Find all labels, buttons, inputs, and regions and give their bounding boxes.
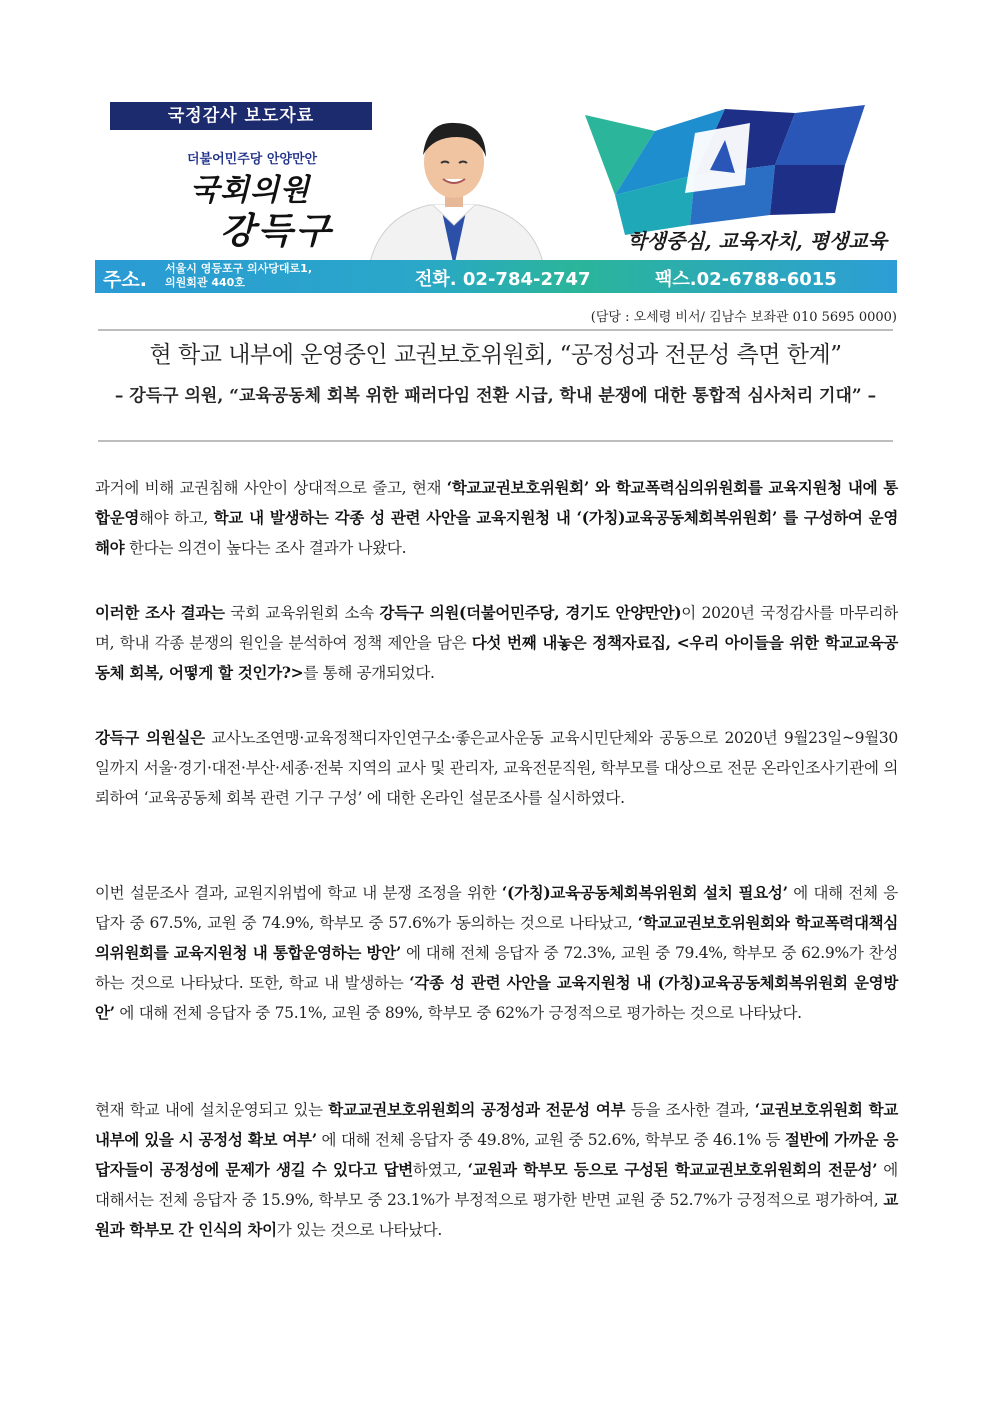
bold-text: 강득구 의원실은 xyxy=(95,728,205,747)
address-label: 주소. xyxy=(103,269,147,291)
text-run: 이 2020년 국정감사를 마무리하며, 학내 각종 분쟁의 원인을 분석하여 정책 제안을 담은 xyxy=(95,604,898,652)
contact-bar xyxy=(95,260,897,293)
portrait-photo xyxy=(349,107,559,267)
bold-text: 강득구 의원(더불어민주당, 경기도 안양만안) xyxy=(379,603,682,622)
text-run: 국회 교육위원회 소속 xyxy=(224,604,380,622)
subheadline: – 강득구 의원, “교육공동체 회복 위한 패러다임 전환 시급, 학내 분쟁에 대한 통합적 심사처리 기대” – xyxy=(114,386,877,406)
party-affiliation: 더불어민주당 안양만안 xyxy=(187,152,318,167)
press-release-badge: 국정감사 보도자료 xyxy=(110,102,372,130)
address-line-1: 서울시 영등포구 의사당대로1, xyxy=(165,262,313,275)
text-run: 이번 설문조사 결과, 교원지위법에 학교 내 분쟁 조정을 위한 xyxy=(95,884,502,902)
assembly-member-title: 국회의원 xyxy=(190,173,310,208)
slogan: 학생중심, 교육자치, 평생교육 xyxy=(627,229,887,253)
address-line-2: 의원회관 440호 xyxy=(165,276,245,289)
bold-text: 학교교권보호위원회의 공정성과 전문성 여부 xyxy=(328,1100,626,1119)
text-run: 해야 하고, xyxy=(139,509,214,527)
text-run: 현재 학교 내에 설치운영되고 있는 xyxy=(95,1101,329,1119)
bold-text: 이러한 조사 결과는 xyxy=(95,603,225,622)
paragraph-3 xyxy=(95,723,898,813)
address xyxy=(165,262,312,290)
paragraph-2 xyxy=(95,598,898,688)
fax xyxy=(655,265,837,291)
phone-number: 02-784-2747 xyxy=(462,269,591,290)
text-run: 에 대해 전체 응답자 중 75.1%, 교원 중 89%, 학부모 중 62%가 긍정적으로 평가하는 것으로 나타났다. xyxy=(114,1004,802,1022)
bold-text: 교원과 학부모 간 인식의 차이 xyxy=(95,1190,898,1239)
headline: 현 학교 내부에 운영중인 교권보호위원회, “공정성과 전문성 측면 한계” xyxy=(149,342,842,368)
text-run: 과거에 비해 교권침해 사안이 상대적으로 줄고, 현재 xyxy=(95,479,447,497)
text-run: 교사노조연맹·교육정책디자인연구소·좋은교사운동 교육시민단체와 공동으로 2020년 9월23일~9월30일까지 서울·경기·대전·부산·세종·전북 지역의 교사 및 관리자, 교육전문직원, 학부모를 대상으로 전문 온라인조사기관에 의뢰하여 ‘교육공동체 회복 관련 기구 구성’ 에 대한 온라인 설문조사를 실시하였다. xyxy=(95,729,898,807)
bold-text: ‘학교교권보호위원회’ 와 학교폭력심의위원회를 교육지원청 내에 통합운영 xyxy=(95,478,898,527)
bold-text: 절반에 가까운 응답자들이 공정성에 문제가 생길 수 있다고 답변 xyxy=(95,1130,899,1179)
bold-text: ‘교원과 학부모 등으로 구성된 학교교권보호위원회의 전문성’ xyxy=(467,1160,878,1179)
phone-label: 전화. xyxy=(415,269,457,290)
press-banner xyxy=(95,95,897,293)
bold-text: ‘(가칭)교육공동체회복위원회 설치 필요성’ xyxy=(501,883,788,902)
assembly-member-name: 강득구 xyxy=(220,210,334,252)
paragraph-4 xyxy=(95,878,898,1028)
text-run: 한다는 의견이 높다는 조사 결과가 나왔다. xyxy=(124,539,407,557)
bold-text: ‘교권보호위원회 학교 내부에 있을 시 공정성 확보 여부’ xyxy=(95,1100,898,1149)
paragraph-5 xyxy=(95,1095,898,1245)
text-run: 가 있는 것으로 나타났다. xyxy=(276,1221,443,1239)
contact-person: (담당 : 오세령 비서/ 김남수 보좌관 010 5695 0000) xyxy=(590,310,897,325)
bold-text: 다섯 번째 내놓은 정책자료집, <우리 아이들을 위한 학교교육공동체 회복, 어떻게 할 것인가?> xyxy=(95,633,898,682)
fax-number: 02-6788-6015 xyxy=(696,269,837,290)
bold-text: ‘각종 성 관련 사안을 교육지원청 내 (가칭)교육공동체회복위원회 운영방안’ xyxy=(95,973,898,1022)
bottom-divider xyxy=(98,440,893,442)
bold-text: 학교 내 발생하는 각종 성 관련 사안을 교육지원청 내 ‘(가칭)교육공동체회복위원회’ 를 구성하여 운영해야 xyxy=(95,508,899,557)
text-run: 를 통해 공개되었다. xyxy=(303,664,435,682)
bold-text: ‘학교교권보호위원회와 학교폭력대책심의위원회를 교육지원청 내 통합운영하는 방안’ xyxy=(95,913,898,962)
text-run: 하였고, xyxy=(412,1161,468,1179)
phone xyxy=(415,265,591,291)
text-run: 에 대해서는 전체 응답자 중 15.9%, 학부모 중 23.1%가 부정적으로 평가한 반면 교원 중 52.7%가 긍정적으로 평가하여, xyxy=(95,1161,898,1209)
text-run: 등을 조사한 결과, xyxy=(625,1101,755,1119)
top-divider xyxy=(98,329,893,331)
paragraph-1 xyxy=(95,473,898,563)
text-run: 에 대해 전체 응답자 중 49.8%, 교원 중 52.6%, 학부모 중 46.1% 등 xyxy=(316,1131,785,1149)
text-run: 에 대해 전체 응답자 중 67.5%, 교원 중 74.9%, 학부모 중 57.6%가 동의하는 것으로 나타났고, xyxy=(95,884,898,932)
text-run: 에 대해 전체 응답자 중 72.3%, 교원 중 79.4%, 학부모 중 62.9%가 찬성하는 것으로 나타났다. 또한, 학교 내 발생하는 xyxy=(95,944,898,992)
fax-label: 팩스. xyxy=(655,269,697,290)
